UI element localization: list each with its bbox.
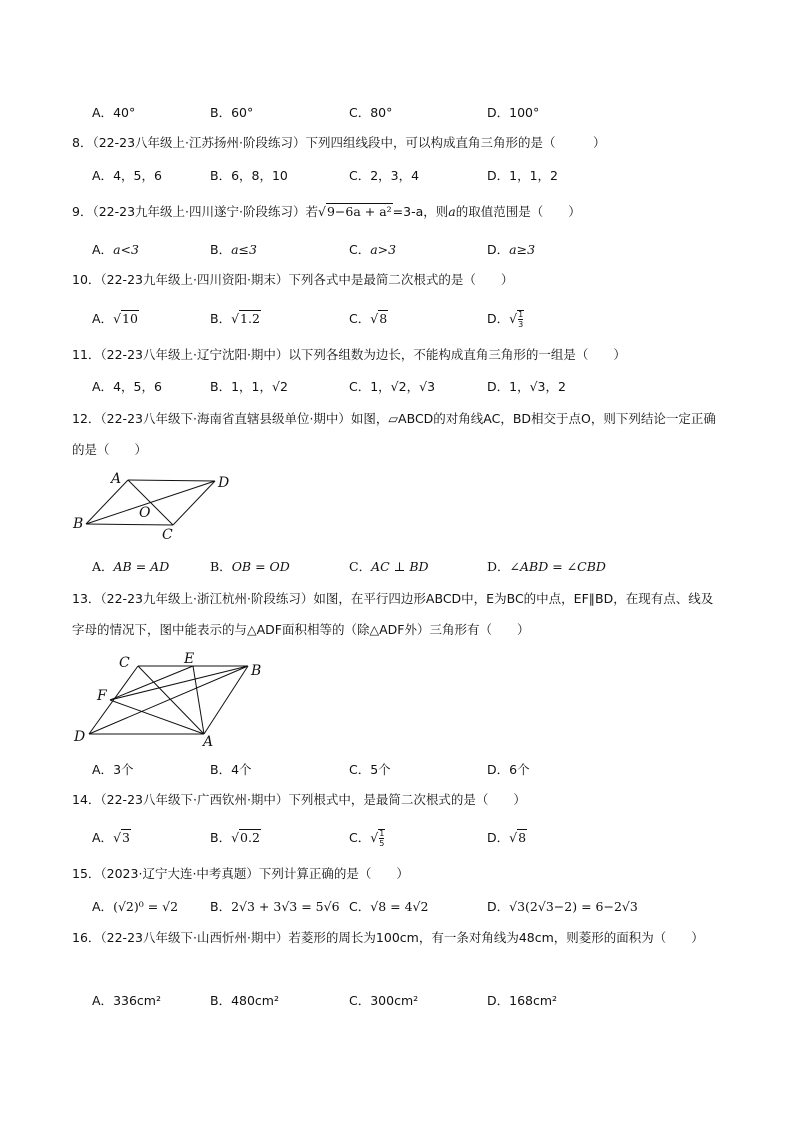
- q13-label-b: B: [251, 663, 262, 679]
- q16-option-b[interactable]: B．480cm²: [210, 993, 279, 1008]
- q11-option-b[interactable]: B．1，1，√2: [210, 379, 288, 394]
- q13-label-c: C: [119, 655, 130, 671]
- q8-option-a[interactable]: A．4，5，6: [92, 168, 162, 183]
- q12-side-cb: [86, 524, 173, 525]
- q8-stem: 8．（22-23八年级上·江苏扬州·阶段练习）下列四组线段中，可以构成直角三角形的是（ ）: [72, 135, 606, 150]
- q12-figure-parallelogram: [70, 470, 240, 542]
- q14-option-c[interactable]: C．√ $\frac{1}{5}$: [349, 829, 385, 848]
- q9-option-d[interactable]: D．a≥3: [487, 242, 536, 257]
- q9-option-b[interactable]: B．a≤3: [210, 242, 257, 257]
- q10-stem: 10．（22-23九年级上·四川资阳·期末）下列各式中是最简二次根式的是（ ）: [72, 272, 514, 287]
- q15-option-c[interactable]: C．√8 = 4√2: [349, 899, 429, 914]
- q11-stem: 11．（22-23八年级上·辽宁沈阳·期中）以下列各组数为边长，不能构成直角三角形的一组是（ ）: [72, 347, 626, 362]
- q12-label-o: O: [139, 505, 151, 521]
- q14-option-b[interactable]: B．√0.2: [210, 830, 260, 845]
- q16-option-c[interactable]: C．300cm²: [349, 993, 419, 1008]
- q10-options: [92, 309, 712, 329]
- q12-stem: 12．（22-23八年级下·海南省直辖县级单位·期中）如图，▱ABCD的对角线AC，BD相交于点O，则下列结论一定正确的是（ ）: [72, 411, 716, 457]
- q9-option-c[interactable]: C．a>3: [349, 242, 397, 257]
- q8-options: [92, 166, 712, 186]
- q15-option-a[interactable]: A．(√2)⁰ = √2: [92, 899, 179, 914]
- q15-option-b[interactable]: B．2√3 + 3√3 = 5√6: [210, 899, 340, 914]
- q12-label-b: B: [73, 516, 84, 532]
- q7-option-c[interactable]: C．80°: [349, 105, 393, 120]
- q12-label-d: D: [218, 475, 230, 491]
- q7-option-b[interactable]: B．60°: [210, 105, 254, 120]
- q13-options: [92, 760, 712, 780]
- q10-option-d[interactable]: D．√ $\frac{1}{3}$: [487, 310, 524, 329]
- q13-option-b[interactable]: B．4个: [210, 762, 252, 777]
- q12-option-d[interactable]: D．∠ABD = ∠CBD: [487, 559, 606, 574]
- q13-stem: 13．（22-23九年级上·浙江杭州·阶段练习）如图，在平行四边形ABCD中，E为BC的中点，EF∥BD，在现有点、线及字母的情况下，图中能表示的与△ADF面积相等的（除△ADF外）三角形有（ ）: [72, 591, 714, 637]
- q9-radicand: 9−6a + a²: [326, 204, 392, 219]
- q16-stem: 16．（22-23八年级下·山西忻州·期中）若菱形的周长为100cm，有一条对角线为48cm，则菱形的面积为（ ）: [72, 930, 704, 945]
- q16-option-d[interactable]: D．168cm²: [487, 993, 558, 1008]
- q13-side-ba: [204, 666, 248, 734]
- q13-segment-fb: [110, 666, 248, 700]
- q8-option-c[interactable]: C．2，3，4: [349, 168, 420, 183]
- q10-option-b[interactable]: B．√1.2: [210, 311, 260, 326]
- q11-option-c[interactable]: C．1，√2，√3: [349, 379, 436, 394]
- q10-option-c[interactable]: C．√8: [349, 311, 388, 326]
- q14-options: [92, 828, 712, 848]
- q12-label-a: A: [111, 471, 122, 487]
- q12-option-c[interactable]: C．AC ⊥ BD: [349, 559, 429, 574]
- q12-option-a[interactable]: A．AB = AD: [92, 559, 170, 574]
- q13-option-d[interactable]: D．6个: [487, 762, 530, 777]
- q12-side-ad: [128, 480, 215, 481]
- q15-option-d[interactable]: D．√3(2√3−2) = 6−2√3: [487, 899, 638, 914]
- q13-label-a: A: [203, 734, 214, 750]
- q9-stem: 9．（22-23九年级上·四川遂宁·阶段练习）若√9−6a + a²=3-a，则a的取值范围是（ ）: [72, 204, 581, 219]
- q16-options: [92, 991, 712, 1011]
- q12-label-c: C: [162, 527, 173, 542]
- q11-option-a[interactable]: A．4，5，6: [92, 379, 162, 394]
- q10-option-a[interactable]: A．√10: [92, 311, 138, 326]
- q13-label-d: D: [74, 729, 86, 745]
- q13-diagonal-ca: [138, 666, 204, 734]
- q15-stem: 15．（2023·辽宁大连·中考真题）下列计算正确的是（ ）: [72, 866, 409, 881]
- q12-diagonal-bd: [86, 481, 215, 524]
- q13-figure-parallelogram: [70, 650, 270, 750]
- q12-option-b[interactable]: B．OB = OD: [210, 559, 290, 574]
- q9-options: [92, 240, 712, 260]
- q16-option-a[interactable]: A．336cm²: [92, 993, 161, 1008]
- q7-option-d[interactable]: D．100°: [487, 105, 540, 120]
- q7-option-a[interactable]: A．40°: [92, 105, 136, 120]
- q11-option-d[interactable]: D．1，√3，2: [487, 379, 566, 394]
- q14-option-a[interactable]: A．√3: [92, 830, 130, 845]
- q14-stem: 14．（22-23八年级下·广西钦州·期中）下列根式中，是最简二次根式的是（ ）: [72, 792, 526, 807]
- q13-label-e: E: [184, 651, 195, 667]
- q8-option-d[interactable]: D．1，1，2: [487, 168, 558, 183]
- q13-option-c[interactable]: C．5个: [349, 762, 391, 777]
- q13-label-f: F: [97, 688, 107, 704]
- q13-option-a[interactable]: A．3个: [92, 762, 134, 777]
- q7-options: [92, 103, 712, 123]
- q11-options: [92, 377, 712, 397]
- q8-option-b[interactable]: B．6，8，10: [210, 168, 288, 183]
- q12-options: [92, 557, 712, 577]
- q15-options: [92, 897, 712, 917]
- q9-option-a[interactable]: A．a<3: [92, 242, 139, 257]
- q14-option-d[interactable]: D．√8: [487, 830, 527, 845]
